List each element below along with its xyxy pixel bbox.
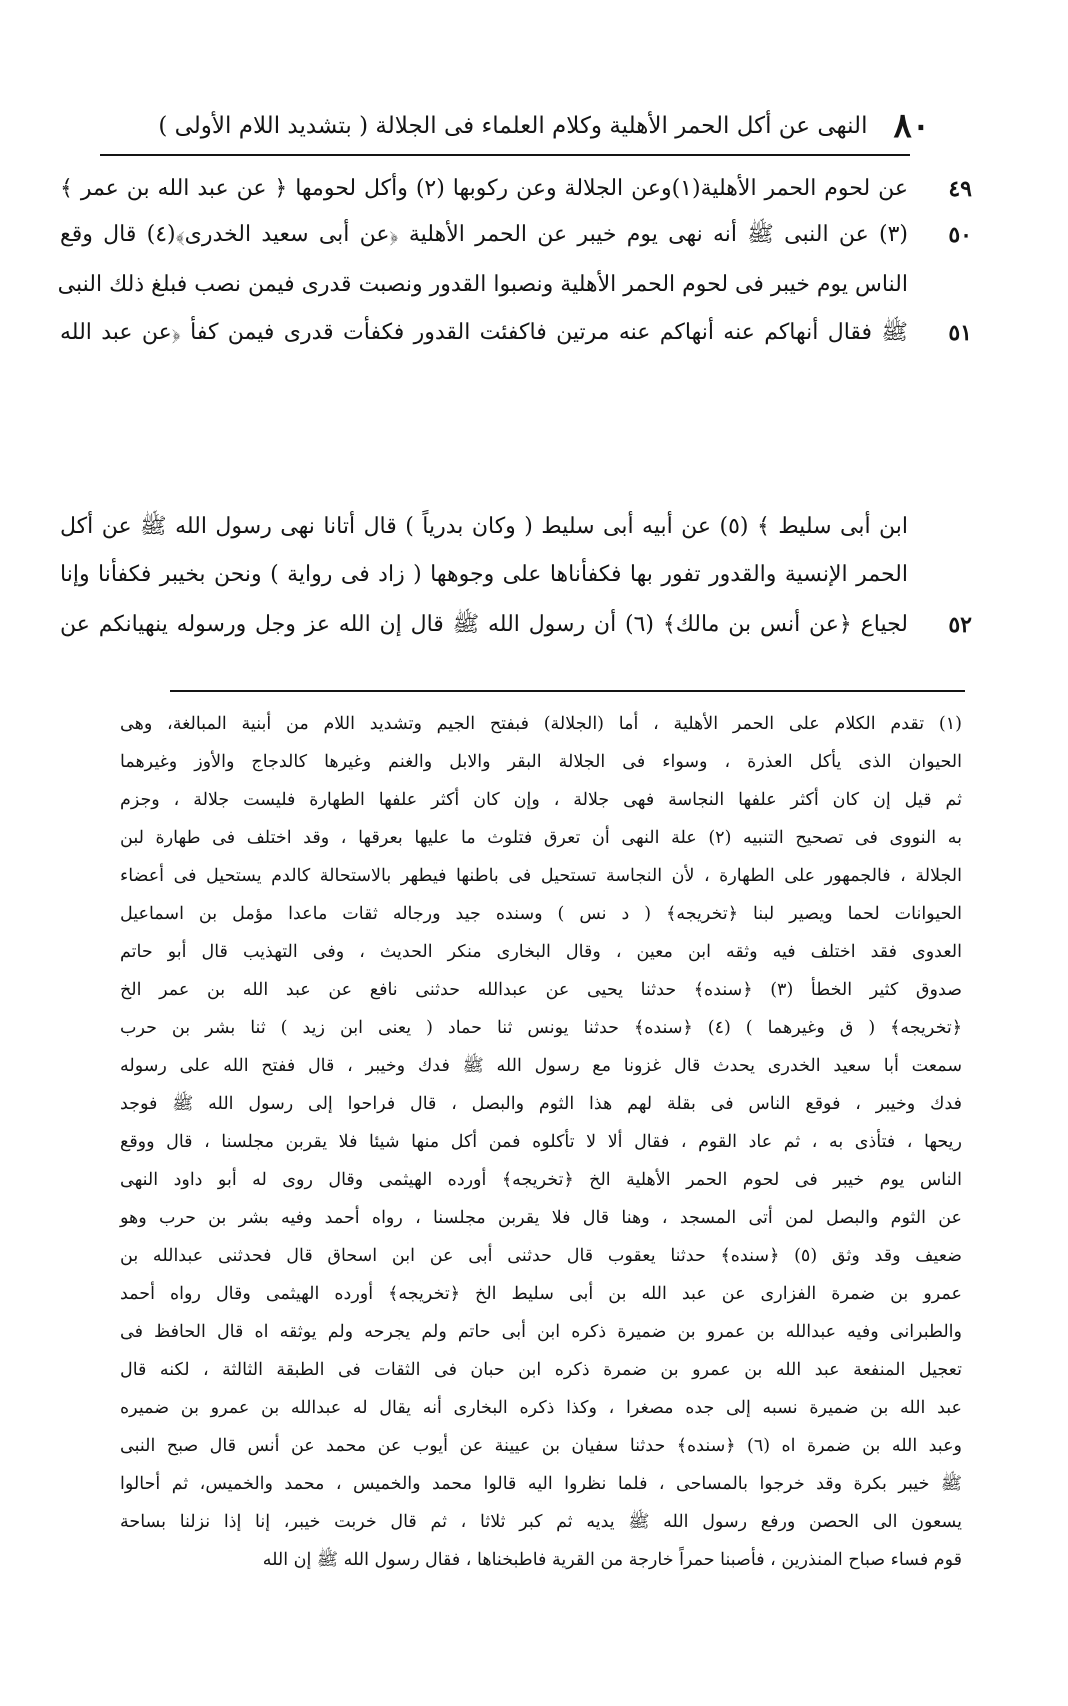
footnote-line: (١) تقدم الكلام على الحمر الأهلية ، أما (الجلالة) فبفتح الجيم وتشديد اللام من أبنية المبالغة، وهى [120,714,962,734]
footnote-separator [170,690,965,692]
text-line [60,504,972,550]
line-text: ابن أبى سليط ﴾ (٥) عن أبيه أبى سليط ( وكان بدرياً ) قال أتانا نهى رسول الله ﷺ عن أكل [60,514,909,539]
hadith-number: ٤٩ [948,176,972,202]
text-line [57,262,972,308]
footnote-line: الحيوان الذى يأكل العذرة ، وسواء فى الجلالة البقر والابل والغنم وغيرها كالدجاج والأوز وغيرهما [120,752,962,772]
footnote-line: عن الثوم والبصل لمن أتى المسجد ، وهنا قال فلا يقربن مجلسنا ، رواه أحمد وفيه بشر بن حرب وهو [120,1208,962,1228]
page-number: ٨٠ [893,106,930,146]
line-text: (٣) عن النبى ﷺ أنه نهى يوم خيبر عن الحمر الأهلية ﴿عن أبى سعيد الخدرى﴾(٤) قال وقع [60,222,908,247]
footnote-line: فدك وخيبر ، فوقع الناس فى بقلة لهم هذا الثوم والبصل ، قال فراحوا إلى رسول الله ﷺ فوجد [120,1094,962,1114]
footnote-line: عبد الله بن ضميرة نسبه إلى جده مصغرا ، وكذا ذكره البخارى أنه يقال له عبدالله بن عمرو بن ضميره [120,1398,962,1418]
hadith-number: ٥٠ [948,222,972,248]
text-line [60,552,972,598]
hadith-number: ٥٢ [948,612,972,638]
footnote-line: العدوى فقد اختلف فيه وثقه ابن معين ، وقال البخارى منكر الحديث ، وفى التهذيب قال أبو حاتم [120,942,962,962]
footnote-line: سمعت أبا سعيد الخدرى يحدث قال غزونا مع رسول الله ﷺ فدك وخيبر ، قال ففتح الله على رسوله [120,1056,962,1076]
footnote-line: يسعون الى الحصن ورفع رسول الله ﷺ يديه ثم كبر ثلاثا ، ثم قال خربت خيبر، إنا إذا نزلنا بساحة [120,1512,962,1532]
footnote-line: ريحها ، فتأذى به ، ثم عاد القوم ، فقال ألا لا تأكلوه فمن أكل منها شيئا فلا يقربن مجلسنا ، قال ووقع [120,1132,962,1152]
header-rule [100,154,910,156]
footnote-line: الجلالة ، فالجمهور على الطهارة ، لأن النجاسة تستحيل فى باطنها فيطهر بالاستحالة كالدم يستحيل فى أعضاء [120,866,962,886]
footnote-line: ثم قيل إن كان أكثر علفها النجاسة فهى جلالة ، وإن كان أكثر علفها الطهارة فليست جلالة ، وجزم [120,790,962,810]
hadith-text [57,166,972,1570]
footnote-line: عمرو بن ضمرة الفزارى عن عبد الله بن أبى سليط الخ ﴿تخريجه﴾ أورده الهيثمى وقال رواه أحمد [120,1284,962,1304]
footnote-line: وعبد الله بن ضمرة اه (٦) ﴿سنده﴾ حدثنا سفيان بن عيينة عن أيوب عن محمد عن أنس قال صبح النبى [120,1436,962,1456]
page-header [130,104,930,148]
text-line [60,602,972,648]
text-line [60,212,972,258]
text-line [60,310,972,638]
line-text: لجياع ﴿عن أنس بن مالك﴾ (٦) أن رسول الله ﷺ قال إن الله عز وجل ورسوله ينهيانكم عن [60,612,908,637]
footnote-line: ﴿تخريجه﴾ ( ق وغيرهما ) (٤) ﴿سنده﴾ حدثنا يونس ثنا حماد ( يعنى ابن زيد ) ثنا بشر بن حرب [120,1018,962,1038]
footnotes [120,706,962,1706]
footnote-line: قوم فساء صباح المنذرين ، فأصبنا حمراً خارجة من القرية فاطبخناها ، فقال رسول الله ﷺ إن الله [262,1550,962,1570]
footnote-line: ﷺ خيبر بكرة وقد خرجوا بالمساحى ، فلما نظروا اليه قالوا محمد والخميس ، محمد والخميس، ثم أحالوا [120,1474,962,1494]
line-text: عن لحوم الحمر الأهلية(١)وعن الجلالة وعن ركوبها (٢) وأكل لحومها ﴿ عن عبد الله بن عمر ﴾ [60,176,908,201]
text-line [60,166,972,212]
line-text: الحمر الإنسية والقدور تفور بها فكفأناها على وجوهها ( زاد فى رواية ) ونحن بخيبر فكفأنا وإنا [60,562,908,587]
running-title: النهى عن أكل الحمر الأهلية وكلام العلماء فى الجلالة ( بتشديد اللام الأولى ) [158,113,868,139]
footnote-line: الناس يوم خيبر فى لحوم الحمر الأهلية الخ ﴿تخريجه﴾ أورده الهيثمى وقال روى له أبو داود النهى [120,1170,962,1190]
hadith-number: ٥١ [948,320,972,346]
footnote-line: به النووى فى تصحيح التنبيه (٢) علة النهى أن تعرق فتلوث ما عليها بعرقها ، وقد اختلف فى طهارة لبن [120,828,962,848]
footnote-line: والطبرانى وفيه عبدالله بن عمرو بن ضميرة ذكره ابن أبى حاتم ولم يجرحه ولم يوثقه اه قال الحافظ فى [120,1322,962,1342]
line-text: ﷺ فقال أنهاكم عنه أنهاكم عنه مرتين فاكفئت القدور فكفأت قدرى فيمن كفأ ﴿عن عبد الله [60,320,908,345]
footnote-line: الحيوانات لحما ويصير لبنا ﴿تخريجه﴾ ( د نس ) وسنده جيد ورجاله ثقات ماعدا مؤمل بن اسماعيل [120,904,962,924]
footnote-line: ضعيف وقد وثق (٥) ﴿سنده﴾ حدثنا يعقوب قال حدثنى أبى عن ابن اسحاق قال فحدثنى عبدالله بن [120,1246,962,1266]
footnote-line: صدوق كثير الخطأ (٣) ﴿سنده﴾ حدثنا يحيى عن عبدالله حدثنى نافع عن عبد الله بن عمر الخ [120,980,962,1000]
line-text: الناس يوم خيبر فى لحوم الحمر الأهلية ونصبوا القدور ونصبت قدرى فيمن نصب فبلغ ذلك النبى [57,272,908,297]
footnote-line: تعجيل المنفعة عبد الله بن عمرو بن ضمرة ذكره ابن حبان فى الثقات فى الطبقة الثالثة ، لكنه قال [120,1360,962,1380]
